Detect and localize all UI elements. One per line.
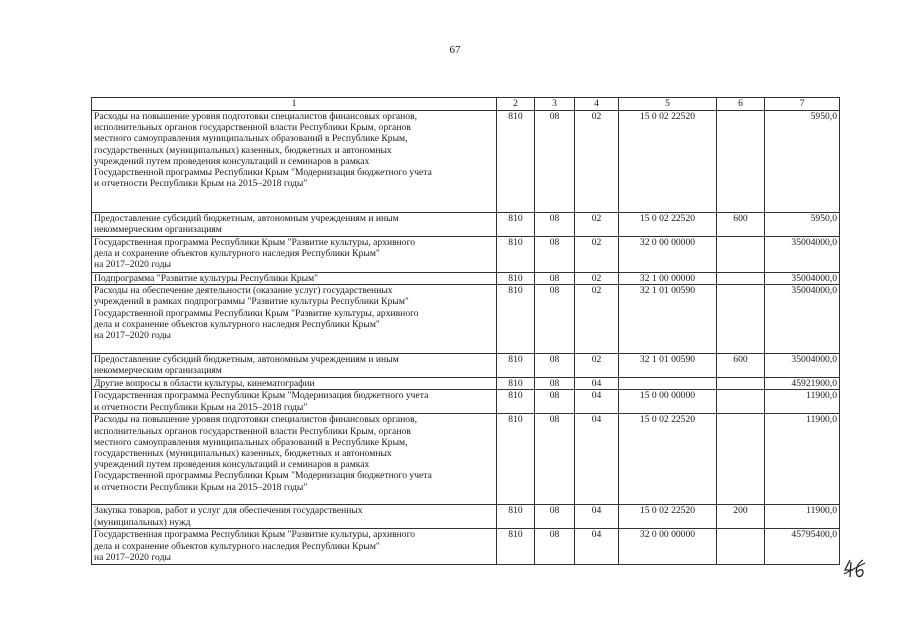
- row-name-cell: Закупка товаров, работ и услуг для обеспечения государственных (муниципальных) нужд: [92, 505, 497, 529]
- table-row: [92, 414, 840, 505]
- table-header-row: [92, 98, 840, 111]
- table-row: [92, 213, 840, 237]
- code-cell: 08: [535, 390, 575, 414]
- table-row: [92, 111, 840, 213]
- code-cell: 32 0 00 00000: [619, 237, 717, 273]
- code-cell: [717, 237, 765, 273]
- code-cell: 810: [497, 378, 535, 390]
- table-row: [92, 378, 840, 390]
- amount-cell: 45795400,0: [765, 529, 840, 565]
- code-cell: 02: [575, 273, 619, 285]
- code-cell: 08: [535, 213, 575, 237]
- code-cell: 810: [497, 529, 535, 565]
- code-cell: 08: [535, 414, 575, 505]
- amount-cell: 35004000,0: [765, 273, 840, 285]
- code-cell: 810: [497, 505, 535, 529]
- code-cell: 32 0 00 00000: [619, 529, 717, 565]
- code-cell: 02: [575, 213, 619, 237]
- code-cell: [717, 390, 765, 414]
- header-cell: 6: [717, 98, 765, 111]
- code-cell: 32 1 01 00590: [619, 354, 717, 378]
- row-name-cell: Подпрограмма "Развитие культуры Республики Крым": [92, 273, 497, 285]
- code-cell: 32 1 00 00000: [619, 273, 717, 285]
- code-cell: 08: [535, 505, 575, 529]
- table-row: [92, 529, 840, 565]
- code-cell: 08: [535, 111, 575, 213]
- code-cell: [717, 414, 765, 505]
- code-cell: 02: [575, 354, 619, 378]
- row-name-cell: Расходы на повышение уровня подготовки специалистов финансовых органов, исполнительных органов государственной власти Республики Крым, органов местного самоуправления муниципальных образований в Республике Крым, государственных (муниципальных) казенных, бюджетных и автономных учреждений путем проведения консультаций и семинаров в рамках Государственной программы Республики Крым "Модернизация бюджетного учета и отчетности Республики Крым на 2015–2018 годы": [92, 414, 497, 505]
- code-cell: 200: [717, 505, 765, 529]
- code-cell: 04: [575, 414, 619, 505]
- row-name-cell: Предоставление субсидий бюджетным, автономным учреждениям и иным некоммерческим организациям: [92, 354, 497, 378]
- table-row: [92, 237, 840, 273]
- table-row: [92, 505, 840, 529]
- code-cell: [717, 273, 765, 285]
- header-cell: 7: [765, 98, 840, 111]
- budget-table: [91, 97, 840, 565]
- code-cell: 04: [575, 505, 619, 529]
- row-name-cell: Государственная программа Республики Крым "Развитие культуры, архивного дела и сохранение объектов культурного наследия Республики Крым" на 2017–2020 годы: [92, 237, 497, 273]
- table-row: [92, 354, 840, 378]
- header-cell: 4: [575, 98, 619, 111]
- code-cell: 08: [535, 273, 575, 285]
- handwritten-page-mark: [843, 557, 867, 579]
- amount-cell: 11900,0: [765, 414, 840, 505]
- code-cell: 810: [497, 390, 535, 414]
- table-row: [92, 390, 840, 414]
- amount-cell: 35004000,0: [765, 237, 840, 273]
- table-row: [92, 285, 840, 354]
- page-number: 67: [449, 44, 461, 56]
- amount-cell: 5950,0: [765, 111, 840, 213]
- row-name-cell: Расходы на обеспечение деятельности (оказание услуг) государственных учреждений в рамках подпрограммы "Развитие культуры Республики Крым" Государственной программы Республики Крым "Развитие культуры, архивного дела и сохранение объектов культурного наследия Республики Крым" на 2017–2020 годы: [92, 285, 497, 354]
- row-name-cell: Государственная программа Республики Крым "Развитие культуры, архивного дела и сохранение объектов культурного наследия Республики Крым" на 2017–2020 годы: [92, 529, 497, 565]
- amount-cell: 45921900,0: [765, 378, 840, 390]
- code-cell: [619, 378, 717, 390]
- code-cell: 15 0 02 22520: [619, 414, 717, 505]
- code-cell: 08: [535, 529, 575, 565]
- code-cell: 810: [497, 213, 535, 237]
- code-cell: 600: [717, 354, 765, 378]
- code-cell: 600: [717, 213, 765, 237]
- amount-cell: 11900,0: [765, 390, 840, 414]
- row-name-cell: Предоставление субсидий бюджетным, автономным учреждениям и иным некоммерческим организациям: [92, 213, 497, 237]
- code-cell: 32 1 01 00590: [619, 285, 717, 354]
- amount-cell: 11900,0: [765, 505, 840, 529]
- code-cell: 08: [535, 285, 575, 354]
- header-cell: 3: [535, 98, 575, 111]
- code-cell: 08: [535, 354, 575, 378]
- code-cell: 810: [497, 273, 535, 285]
- row-name-cell: Другие вопросы в области культуры, кинематографии: [92, 378, 497, 390]
- code-cell: 810: [497, 111, 535, 213]
- code-cell: 15 0 00 00000: [619, 390, 717, 414]
- code-cell: 15 0 02 22520: [619, 505, 717, 529]
- code-cell: [717, 285, 765, 354]
- code-cell: 04: [575, 390, 619, 414]
- code-cell: 04: [575, 378, 619, 390]
- code-cell: 810: [497, 285, 535, 354]
- row-name-cell: Расходы на повышение уровня подготовки специалистов финансовых органов, исполнительных органов государственной власти Республики Крым, органов местного самоуправления муниципальных образований в Республике Крым, государственных (муниципальных) казенных, бюджетных и автономных учреждений путем проведения консультаций и семинаров в рамках Государственной программы Республики Крым "Модернизация бюджетного учета и отчетности Республики Крым на 2015–2018 годы": [92, 111, 497, 213]
- code-cell: 02: [575, 285, 619, 354]
- amount-cell: 5950,0: [765, 213, 840, 237]
- code-cell: 08: [535, 237, 575, 273]
- code-cell: [717, 529, 765, 565]
- code-cell: 810: [497, 237, 535, 273]
- amount-cell: 35004000,0: [765, 354, 840, 378]
- code-cell: 15 0 02 22520: [619, 213, 717, 237]
- code-cell: 04: [575, 529, 619, 565]
- code-cell: 02: [575, 111, 619, 213]
- header-cell: 5: [619, 98, 717, 111]
- code-cell: [717, 111, 765, 213]
- code-cell: 810: [497, 354, 535, 378]
- header-cell: 2: [497, 98, 535, 111]
- header-cell: 1: [92, 98, 497, 111]
- code-cell: 15 0 02 22520: [619, 111, 717, 213]
- amount-cell: 35004000,0: [765, 285, 840, 354]
- table-row: [92, 273, 840, 285]
- code-cell: 810: [497, 414, 535, 505]
- code-cell: 08: [535, 378, 575, 390]
- code-cell: 02: [575, 237, 619, 273]
- row-name-cell: Государственная программа Республики Крым "Модернизация бюджетного учета и отчетности Республики Крым на 2015–2018 годы": [92, 390, 497, 414]
- code-cell: [717, 378, 765, 390]
